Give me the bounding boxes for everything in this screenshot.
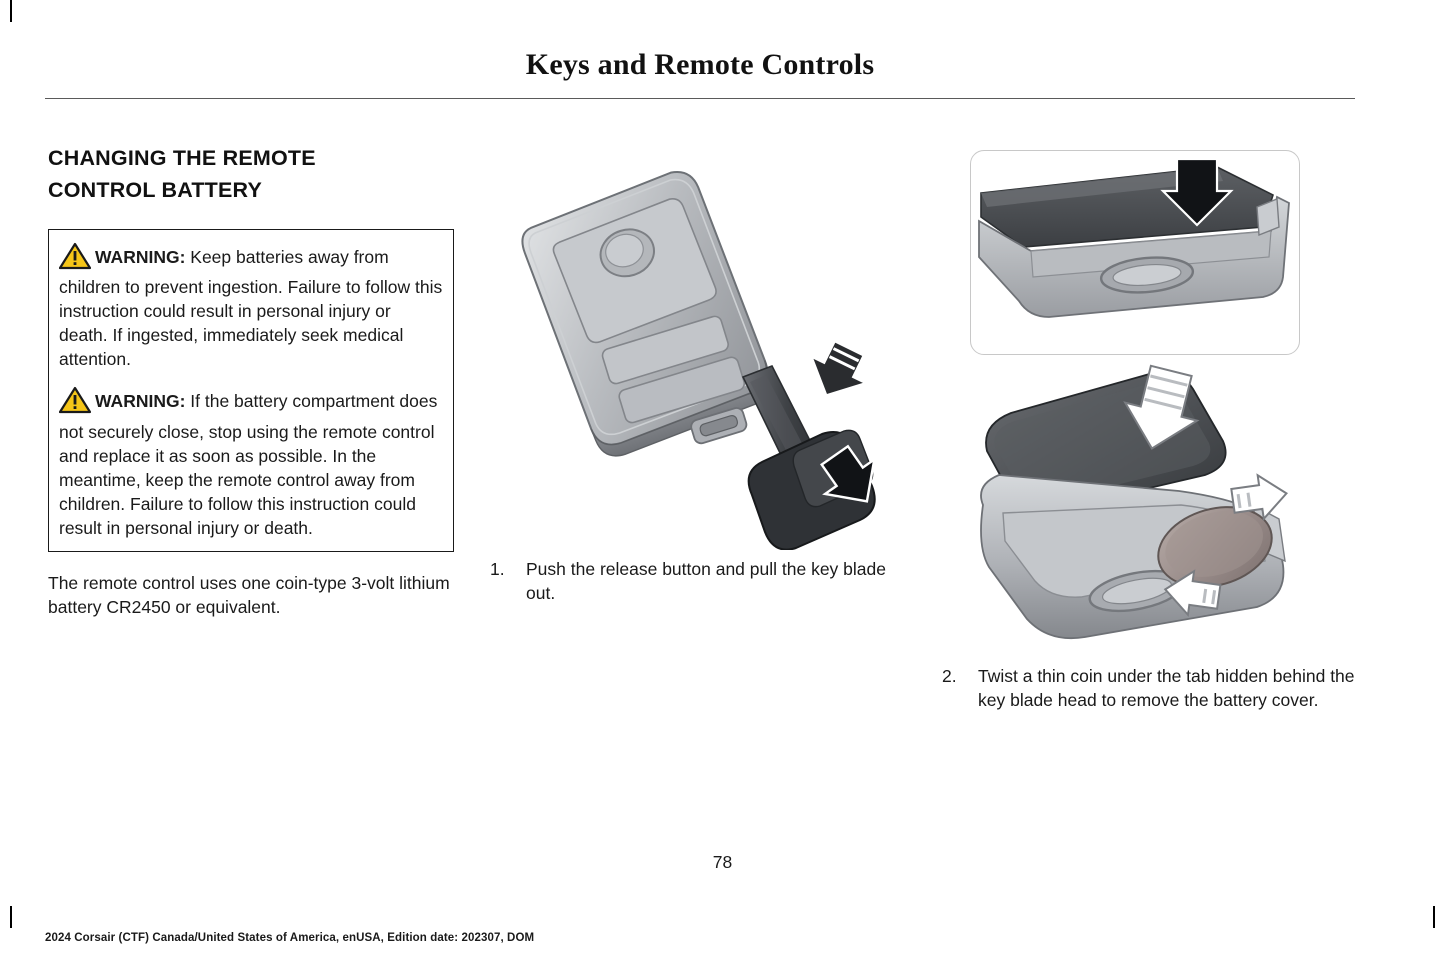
warning-text-2: If the battery compartment does not securely close, stop using the remote control and replace it as soon as possible. In the meantime, keep the remote control away from children. Failure to follow this instruction could result in personal injury or death.: [59, 391, 438, 539]
warning-triangle-icon: [59, 242, 91, 277]
left-column: [48, 142, 458, 620]
page-header: [45, 48, 1355, 99]
page-number: 78: [712, 852, 733, 872]
crop-mark-bottom-left: [10, 906, 12, 928]
step-1: [490, 558, 910, 606]
warning-text-1: Keep batteries away from children to prevent ingestion. Failure to follow this instruction could result in personal injury or death. If ingested, immediately seek medical attention.: [59, 246, 443, 370]
crop-mark-top-left: [10, 0, 12, 22]
right-column: [935, 150, 1355, 713]
step-2-text: Twist a thin coin under the tab hidden behind the key blade head to remove the battery cover.: [978, 666, 1355, 710]
header-divider: [45, 98, 1355, 99]
warning-paragraph-1: [59, 242, 443, 373]
middle-column: [490, 150, 910, 606]
step-1-text: Push the release button and pull the key blade out.: [526, 559, 886, 603]
battery-description-text: The remote control uses one coin-type 3-volt lithium battery CR2450 or equivalent.: [48, 573, 450, 618]
warning-label-2: WARNING:: [95, 391, 186, 412]
remote-control-key-blade-illustration: [500, 150, 900, 550]
battery-cover-tab-detail-illustration: [970, 150, 1300, 355]
step-2: [942, 665, 1357, 713]
section-heading: CHANGING THE REMOTE CONTROL BATTERY: [48, 146, 316, 203]
battery-cover-removal-illustration: [965, 355, 1310, 645]
warning-triangle-icon: [59, 386, 91, 421]
warning-paragraph-2: [59, 386, 443, 541]
step-2-number: 2.: [942, 666, 957, 686]
crop-mark-bottom-right: [1433, 906, 1435, 928]
page-title: Keys and Remote Controls: [525, 48, 875, 81]
warning-label-1: WARNING:: [95, 246, 186, 267]
warning-box: [48, 229, 454, 553]
document-footer: 2024 Corsair (CTF) Canada/United States of America, enUSA, Edition date: 202307, DOM: [45, 932, 535, 944]
step-1-number: 1.: [490, 559, 505, 579]
